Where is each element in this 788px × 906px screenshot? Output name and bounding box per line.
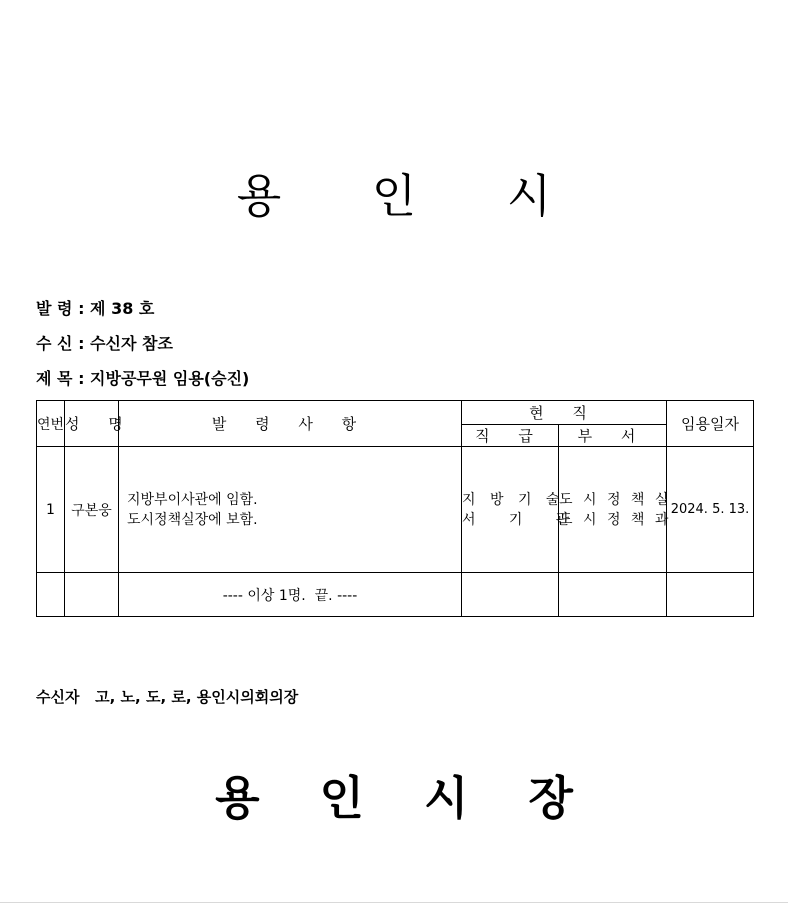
- order-item-line: 도시정책실장에 보함.: [127, 511, 258, 528]
- signature-char: 인: [319, 771, 364, 825]
- title-char: 인: [371, 169, 417, 223]
- order-value: 제 38 호: [90, 299, 155, 318]
- order-sep: :: [78, 299, 85, 318]
- cell-rank: [462, 447, 575, 573]
- rank-line: 지 방 기 술: [462, 491, 565, 508]
- cell-name: 구본웅: [65, 447, 119, 573]
- page-divider: [0, 902, 788, 903]
- appointment-table: [36, 400, 754, 617]
- order-number-line: [36, 296, 154, 319]
- order-label: 발 령: [36, 299, 73, 318]
- subject-sep: :: [78, 369, 85, 388]
- cell-date: 2024. 5. 13.: [667, 447, 754, 573]
- recipient-label: 수 신: [36, 334, 73, 353]
- header-dept: 부 서: [559, 425, 667, 447]
- document-title: [0, 160, 788, 226]
- cell-dept: [559, 447, 672, 573]
- header-order-items: 발 령 사 항: [119, 401, 462, 447]
- issuer-signature: [0, 762, 788, 828]
- header-rank: 직 급: [462, 425, 559, 447]
- order-item-line: 지방부이사관에 임함.: [127, 491, 258, 508]
- title-char: 용: [236, 169, 282, 223]
- dept-line: 도 시 정 책 과: [559, 511, 672, 528]
- rank-line: 서 기 관: [462, 511, 575, 528]
- cell-order-items: [119, 447, 462, 573]
- recipient-value: 수신자 참조: [90, 334, 173, 353]
- recipient-sep: :: [78, 334, 85, 353]
- recipients-list: 수신자 고, 노, 도, 로, 용인시의회의장: [36, 688, 299, 706]
- header-no: 연번: [37, 401, 65, 447]
- end-note: ---- 이상 1명. 끝. ----: [119, 573, 462, 617]
- dept-line: 도 시 정 책 실: [559, 491, 672, 508]
- subject-value: 지방공무원 임용(승진): [90, 369, 250, 388]
- table-row: [37, 447, 754, 573]
- signature-char: 장: [528, 771, 573, 825]
- cell-no: 1: [37, 447, 65, 573]
- header-date: 임용일자: [667, 401, 754, 447]
- signature-char: 시: [424, 771, 469, 825]
- header-current-post: 현 직: [462, 401, 667, 425]
- subject-label: 제 목: [36, 369, 73, 388]
- header-name: 성 명: [65, 401, 119, 447]
- table-end-row: [37, 573, 754, 617]
- title-char: 시: [506, 169, 552, 223]
- subject-line: [36, 366, 249, 389]
- recipient-line: [36, 331, 173, 354]
- signature-char: 용: [215, 771, 260, 825]
